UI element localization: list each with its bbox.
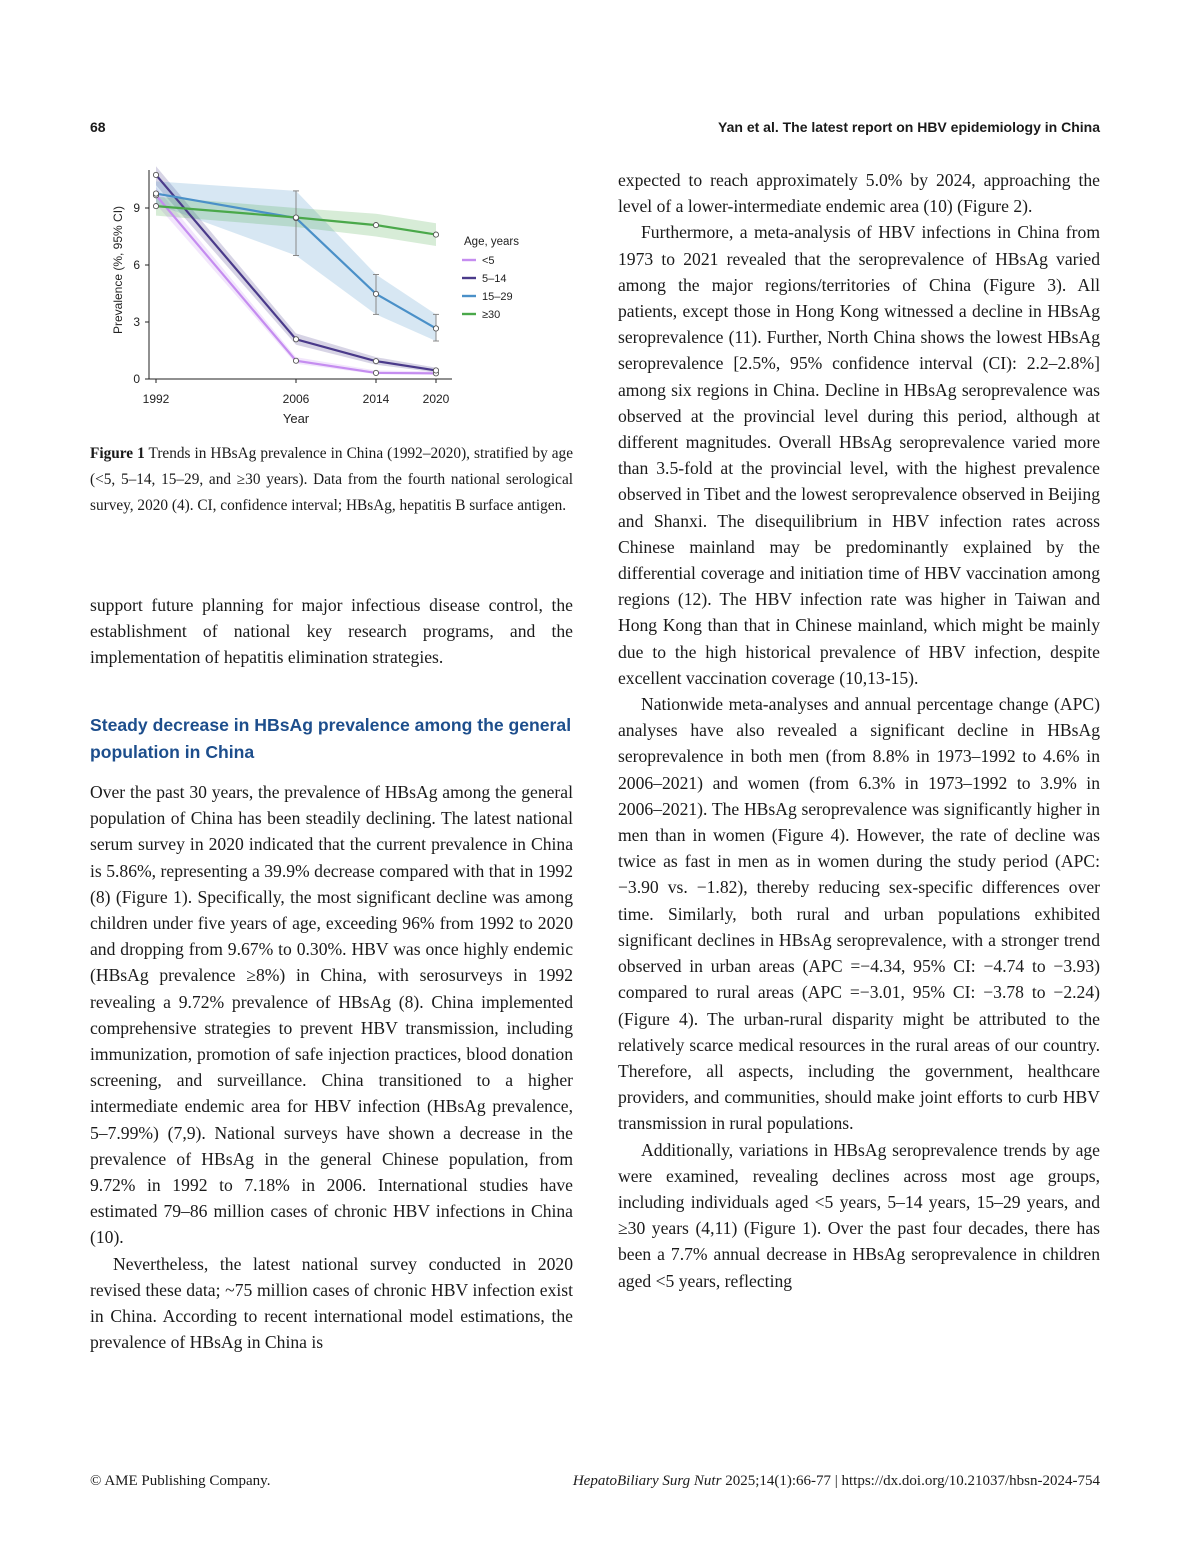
running-head: Yan et al. The latest report on HBV epidemiology in China <box>718 119 1100 135</box>
y-tick-label: 9 <box>133 201 140 215</box>
figure-caption <box>90 441 573 520</box>
legend-label-lt5: <5 <box>482 255 495 267</box>
data-point <box>153 204 158 209</box>
prevalence-chart <box>90 160 570 430</box>
data-point <box>293 337 298 342</box>
body-paragraph: Additionally, variations in HBsAg seroprevalence trends by age were examined, revealing declines across most age groups, including individuals aged <5 years, 5–14 years, 15–29 years, and ≥30 years (4,11) (Figure 1). Over the past four decades, there has been a 7.7% annual decrease in HBsAg seroprevalence in children aged <5 years, reflecting <box>618 1139 1100 1291</box>
body-paragraph: Furthermore, a meta-analysis of HBV infections in China from 1973 to 2021 revealed that the seroprevalence of HBsAg varied among the major regions/territories of China (Figure 3). All patients, except those in Hong Kong witnessed a decline in HBsAg seroprevalence (11). Further, North China shows the lowest HBsAg seroprevalence [2.5%, 95% confidence interval (CI): 2.2–2.8%] among six regions in China. Decline in HBsAg seroprevalence was observed at the provincial level during this period, although at different magnitudes. Overall HBsAg seroprevalence varied more than 3.5-fold at the provincial level, with the highest prevalence observed in Tibet and the lowest seroprevalence observed in Beijing and Shanxi. The disequilibrium in HBV infection rates across Chinese mainland may be predominantly explained by the differential coverage and initiation time of HBV vaccination among regions (12). The HBV infection rate was higher in Taiwan and Hong Kong than that in Chinese mainland, which might be mainly due to the high historical prevalence of HBV infection, despite excellent vaccination coverage (10,13-15). <box>618 222 1100 688</box>
legend-label-5-14: 5–14 <box>482 273 507 285</box>
right-column <box>618 167 1100 1294</box>
data-point <box>293 215 298 220</box>
body-paragraph: Over the past 30 years, the prevalence of HBsAg among the general population of China has been steadily declining. The latest national serum survey in 2020 indicated that the current prevalence in China is 5.86%, representing a 39.9% decrease compared with that in 1992 (8) (Figure 1). Specifically, the most significant decline was among children under five years of age, exceeding 96% from 1992 to 2020 and dropping from 9.67% to 0.30%. HBV was once highly endemic (HBsAg prevalence ≥8%) in China, with serosurveys in 1992 revealing a 9.72% prevalence of HBsAg (8). China implemented comprehensive strategies to prevent HBV transmission, including immunization, promotion of safe injection practices, blood donation screening, and surveillance. China transitioned to a higher intermediate endemic area for HBV infection (HBsAg prevalence, 5–7.99%) (7,9). National surveys have shown a decrease in the prevalence of HBsAg in the general Chinese population, from 9.72% in 1992 to 7.18% in 2006. International studies have estimated 79–86 million cases of chronic HBV infections in China (10). <box>90 782 573 1248</box>
data-point <box>433 368 438 373</box>
y-tick-label: 0 <box>133 372 140 386</box>
figure-1 <box>90 160 570 430</box>
legend-label-ge30: ≥30 <box>482 309 501 321</box>
x-tick-label: 1992 <box>142 392 170 406</box>
footer-journal: HepatoBiliary Surg Nutr <box>572 1473 722 1489</box>
data-point <box>373 291 378 296</box>
data-point <box>153 172 158 177</box>
y-axis-label: Prevalence (%, 95% CI) <box>111 205 125 335</box>
x-axis-label: Year <box>282 411 310 426</box>
x-tick-label: 2014 <box>362 392 390 406</box>
x-tick-label: 2006 <box>282 392 310 406</box>
body-paragraph: Nevertheless, the latest national survey conducted in 2020 revised these data; ~75 million cases of chronic HBV infection exist in China. According to recent international model estimations, the prevalence of HBsAg in China is <box>90 1253 573 1353</box>
left-column-top <box>90 592 573 671</box>
data-point <box>373 223 378 228</box>
data-point <box>373 370 378 375</box>
body-paragraph: support future planning for major infectious disease control, the establishment of national key research programs, and the implementation of hepatitis elimination strategies. <box>90 595 573 668</box>
footer-copyright: © AME Publishing Company. <box>90 1473 271 1489</box>
caption-text: Trends in HBsAg prevalence in China (1992–2020), stratified by age (<5, 5–14, 15–29, and ≥30 years). Data from the fourth national serological survey, 2020 (4). CI, confidence interval; HBsAg, hepatitis B surface antigen. <box>90 445 573 515</box>
data-point <box>433 232 438 237</box>
footer-citation <box>573 1473 1100 1490</box>
y-tick-label: 6 <box>133 258 140 272</box>
legend-label-15-29: 15–29 <box>482 291 513 303</box>
caption-label: Figure 1 <box>90 445 145 462</box>
left-column-main <box>90 779 573 1355</box>
data-point <box>153 191 158 196</box>
x-tick-label: 2020 <box>422 392 450 406</box>
body-paragraph: expected to reach approximately 5.0% by 2024, approaching the level of a lower-intermediate endemic area (10) (Figure 2). <box>618 170 1100 217</box>
data-point <box>373 359 378 364</box>
body-paragraph: Nationwide meta-analyses and annual percentage change (APC) analyses have also revealed a significant decline in HBsAg seroprevalence in both men (from 8.8% in 1973–1992 to 4.6% in 2006–2021) and women (from 6.3% in 1973–1992 to 3.9% in 2006–2021). The HBsAg seroprevalence was significantly higher in men than in women (Figure 4). However, the rate of decline was twice as fast in men as in women during the study period (APC: −3.90 vs. −1.82), thereby reducing sex-specific differences over time. Similarly, both rural and urban populations exhibited significant declines in HBsAg seroprevalence, with a stronger trend observed in urban areas (APC =−4.34, 95% CI: −4.74 to −3.93) compared to rural areas (APC =−3.01, 95% CI: −3.78 to −2.24) (Figure 4). The urban-rural disparity might be attributed to the relatively scarce medical resources in the rural areas of our country. Therefore, all aspects, including the government, healthcare providers, and communities, should make joint efforts to curb HBV transmission in rural populations. <box>618 694 1100 1134</box>
footer-citation-text: 2025;14(1):66-77 | https://dx.doi.org/10.21037/hbsn-2024-754 <box>721 1473 1100 1489</box>
page-number: 68 <box>90 119 106 135</box>
y-tick-label: 3 <box>133 315 140 329</box>
data-point <box>293 358 298 363</box>
legend-title: Age, years <box>464 236 519 248</box>
data-point <box>433 326 438 331</box>
section-heading: Steady decrease in HBsAg prevalence among the general population in China <box>90 715 572 762</box>
